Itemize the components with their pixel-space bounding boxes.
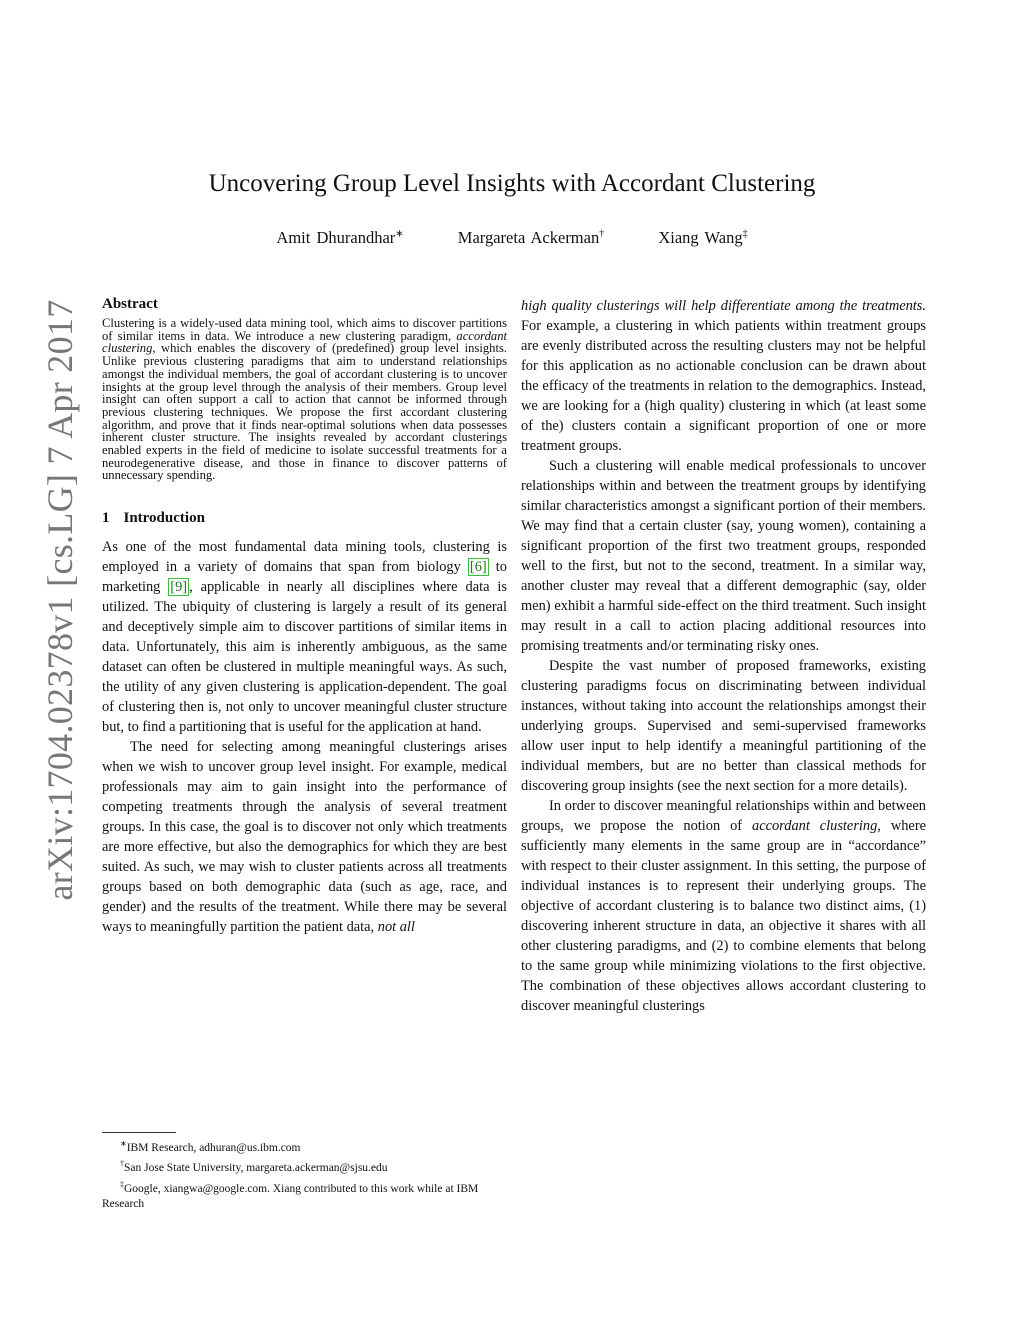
author: Amit Dhurandhar∗ (276, 228, 404, 247)
left-column (102, 296, 507, 937)
author: Xiang Wang‡ (658, 228, 748, 247)
abstract-heading: Abstract (102, 296, 158, 312)
footnote: ‡Google, xiangwa@google.com. Xiang contributed to this work while at IBM Research (102, 1179, 479, 1210)
author: Margareta Ackerman† (457, 228, 605, 247)
intro-paragraph-3: Such a clustering will enable medical professionals to uncover relationships within and between the treatment groups by identifying similar characteristics amongst a significant portion of their members. We may find that a certain cluster (say, young women), containing a significant proportion of the first two treatment groups, responded well to the first, but not to the second, treatment. In a similar way, another cluster may reveal that a different demographic (say, older men) exhibit a harmful side-effect on the third treatment. Such insight may result in a call to action placing additional resources into promising treatments and/or terminating risky ones. (521, 458, 926, 654)
intro-paragraph-4: Despite the vast number of proposed frameworks, existing clustering paradigms focus on discriminating between individual instances, without taking into account the relationships amongst their underlying groups. Supervised and semi-supervised frameworks allow user input to help identify a meaningful partitioning of the individual members, but are no better than classical methods for discovering group insights (see the next section for a more details). (521, 658, 926, 794)
intro-paragraph-2: The need for selecting among meaningful clusterings arises when we wish to uncover group level insight. For example, medical professionals may aim to gain insight into the performance of competing treatments through the analysis of several treatment groups. In this case, the goal is to discover not only which treatments are more effective, but also the demographics for which they are best suited. As such, we may wish to cluster patients across all treatments groups based on both demographic data (such as age, race, and gender) and the results of the treatment. While there may be several ways to meaningfully partition the patient data, not all (102, 739, 507, 936)
arxiv-id: arXiv:1704.02378v1 [cs.LG] 7 Apr 2017 (40, 299, 80, 901)
right-column (521, 296, 926, 1016)
citation-link[interactable]: [6] (469, 559, 487, 576)
section-heading-introduction: 1 Introduction (102, 510, 205, 527)
footnote-rule (102, 1132, 176, 1133)
citation-link[interactable]: [9] (170, 579, 188, 596)
author-list (0, 228, 1024, 248)
intro-paragraph-2-cont: high quality clusterings will help differentiate among the treatments. For example, a clustering in which patients within treatment groups are evenly distributed across the resulting clusters may not be helpful for this application as no actionable conclusion can be drawn about the efficacy of the treatments in relation to the demographics. Instead, we are looking for a (high quality) clustering in which (at least some of the) clusters contain a significant proportion of one or more treatment groups. (521, 298, 926, 454)
footnote: ∗IBM Research, adhuran@us.ibm.com (120, 1139, 301, 1154)
footnotes (102, 1136, 507, 1212)
footnote: †San Jose State University, margareta.ackerman@sjsu.edu (120, 1159, 388, 1175)
paper-title: Uncovering Group Level Insights with Accordant Clustering (208, 170, 816, 197)
abstract-text: Clustering is a widely-used data mining tool, which aims to discover partitions of similar items in data. We introduce a new clustering paradigm, accordant clustering, which enables the discovery of (predefined) group level insights. Unlike previous clustering paradigms that aim to understand relationships amongst the individual members, the goal of accordant clustering is to uncover insights at the group level through the analysis of their members. Group level insight can often support a call to action that cannot be informed through previous clustering techniques. We propose the first accordant clustering algorithm, and prove that it finds near-optimal solutions when data possesses inherent cluster structure. The insights revealed by accordant clusterings enabled experts in the field of medicine to isolate successful treatments for a neurodegenerative disease, and those in finance to discover patterns of unnecessary spending. (102, 316, 507, 483)
intro-paragraph-5: In order to discover meaningful relationships within and between groups, we propose the notion of accordant clustering, where sufficiently many elements in the same group are in “accordance” with respect to their cluster assignment. In this setting, the purpose of individual instances is to represent their underlying groups. The objective of accordant clustering is to balance two distinct aims, (1) discovering inherent structure in data, an objective it shares with all other clustering paradigms, and (2) to combine elements that belong to the same group while minimizing violations to the first objective. The combination of these objectives allows accordant clustering to discover meaningful clusterings (521, 798, 927, 1014)
intro-paragraph-1: As one of the most fundamental data mining tools, clustering is employed in a variety of domains that span from biology [6] to marketing [9] , applicable in nearly all disciplines where data is utilized. The ubiquity of clustering is largely a result of its general and deceptively simple aim to discover partitions of similar items in data. Unfortunately, this aim is inherently ambiguous, as the same dataset can often be clustered in multiple meaningful ways. As such, the utility of any given clustering is application-dependent. The goal of clustering then is, not only to uncover meaningful cluster structure but, to find a partitioning that is useful for the application at hand. (102, 539, 507, 736)
